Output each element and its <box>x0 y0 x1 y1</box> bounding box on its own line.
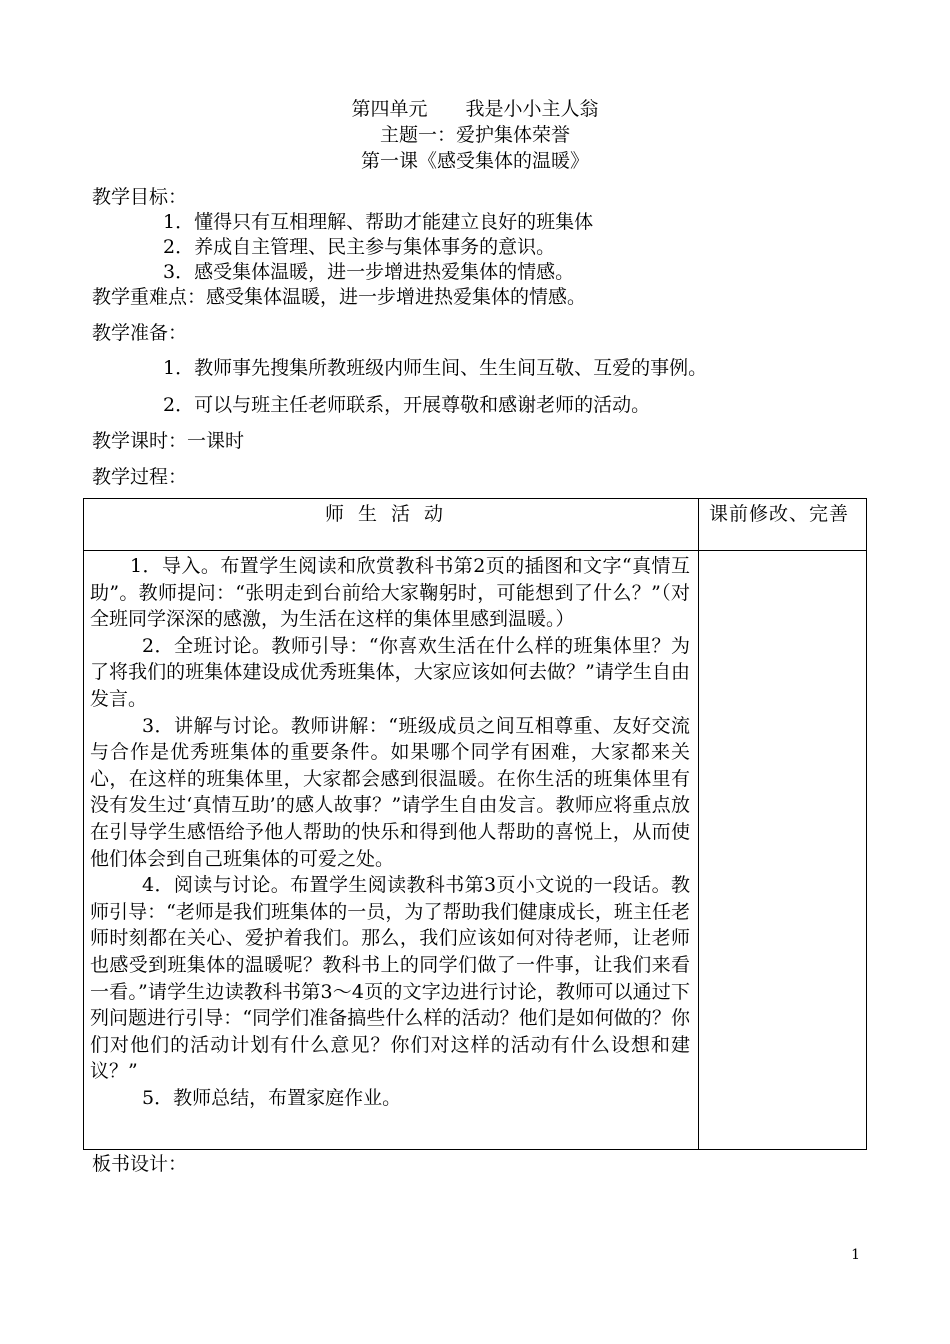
activity-column-header: 师生活动 <box>84 499 699 551</box>
lesson-process-table <box>83 498 867 1150</box>
activity-cell <box>84 551 699 1150</box>
board-design-label: 板书设计： <box>92 1153 188 1175</box>
preparation-label: 教学准备： <box>92 322 188 344</box>
table-body-row <box>84 551 867 1150</box>
revise-cell <box>699 551 867 1150</box>
activity-paragraph: 4．阅读与讨论。布置学生阅读教科书第3页小文说的一段话。教师引导：“老师是我们班集体的一员，为了帮助我们健康成长，班主任老师时刻都在关心、爱护着我们。那么，我们应该如何对待老师，让老师也感受到班集体的温暖呢？教科书上的同学们做了一件事，让我们来看一看。”请学生边读教科书第3～4页的文字边进行讨论，教师可以通过下列问题进行引导：“同学们准备搞些什么样的活动？他们是如何做的？你们对他们的活动计划有什么意见？你们对这样的活动有什么设想和建议？” <box>90 874 690 1083</box>
revise-column-header: 课前修改、完善 <box>699 499 867 551</box>
preparation-item: 2．可以与班主任老师联系，开展尊敬和感谢老师的活动。 <box>163 394 651 416</box>
theme-title: 主题一：爱护集体荣誉 <box>379 124 570 146</box>
unit-title: 第四单元 我是小小主人翁 <box>351 98 599 120</box>
activity-paragraph: 1．导入。布置学生阅读和欣赏教科书第2页的插图和文字“真情互助”。教师提问：“张明走到台前给大家鞠躬时，可能想到了什么？”（对全班同学深深的感激，为生活在这样的集体里感到温暖。） <box>90 555 690 631</box>
objective-item: 2．养成自主管理、民主参与集体事务的意识。 <box>163 236 556 258</box>
objective-item: 3．感受集体温暖，进一步增进热爱集体的情感。 <box>163 261 575 283</box>
table-header-row <box>84 499 867 551</box>
class-hours: 教学课时：一课时 <box>92 430 245 452</box>
page-number: 1 <box>851 1247 860 1263</box>
preparation-item: 1．教师事先搜集所教班级内师生间、生生间互敬、互爱的事例。 <box>163 357 708 379</box>
key-points: 教学重难点：感受集体温暖，进一步增进热爱集体的情感。 <box>92 286 587 308</box>
objective-item: 1．懂得只有互相理解、帮助才能建立良好的班集体 <box>163 211 594 233</box>
activity-paragraph: 5．教师总结，布置家庭作业。 <box>142 1086 402 1109</box>
lesson-title: 第一课《感受集体的温暖》 <box>360 150 589 172</box>
activity-paragraph: 3．讲解与讨论。教师讲解：“班级成员之间互相尊重、友好交流与合作是优秀班集体的重要条件。如果哪个同学有困难，大家都来关心，在这样的班集体里，大家都会感到很温暖。在你生活的班集体里有没有发生过‘真情互助’的感人故事？”请学生自由发言。教师应将重点放在引导学生感悟给予他人帮助的快乐和得到他人帮助的喜悦上，从而使他们体会到自己班集体的可爱之处。 <box>90 714 690 870</box>
objectives-label: 教学目标： <box>92 186 188 208</box>
process-label: 教学过程： <box>92 466 188 488</box>
activity-paragraph: 2．全班讨论。教师引导：“你喜欢生活在什么样的班集体里？为了将我们的班集体建设成优秀班集体，大家应该如何去做？”请学生自由发言。 <box>90 634 690 710</box>
